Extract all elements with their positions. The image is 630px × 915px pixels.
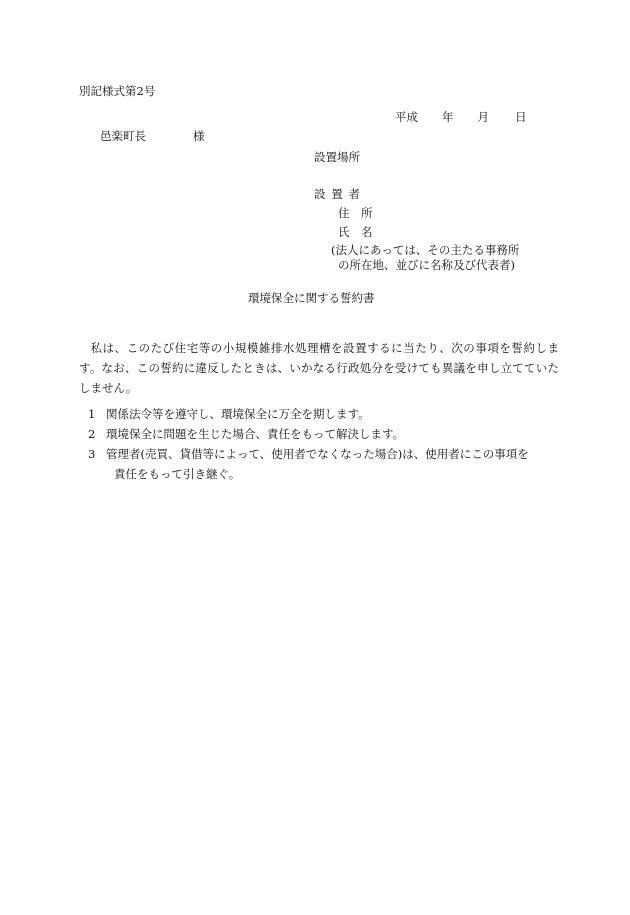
list-item <box>88 404 558 424</box>
addressee-honorific: 様 <box>193 129 205 143</box>
date-day-label: 日 <box>515 110 527 124</box>
form-number: 別記様式第2号 <box>79 84 156 98</box>
document-title: 環境保全に関する誓約書 <box>248 291 375 305</box>
item-text-line-1: 管理者(売買、貸借等によって、使用者でなくなった場合)は、使用者にこの事項を <box>106 447 529 461</box>
pledge-items-list <box>88 404 558 484</box>
item-number: 1 <box>88 407 96 421</box>
item-text-line-2: 責任をもって引き継ぐ。 <box>114 467 241 481</box>
item-number: 3 <box>88 447 96 461</box>
list-item <box>88 424 558 444</box>
corporation-note-line-2: の所在地、並びに名称及び代表者) <box>338 258 515 272</box>
item-text: 環境保全に問題を生じた場合、責任をもって解決します。 <box>106 427 405 441</box>
installer-name-label: 氏名 <box>338 225 384 239</box>
install-place-label: 設置場所 <box>314 150 360 164</box>
pledge-body-paragraph: 私は、このたび住宅等の小規模雑排水処理槽を設置するに当たり、次の事項を誓約します。なお、この誓約に違反したときは、いかなる行政処分を受けても異議を申し立てていたしません。 <box>79 340 559 395</box>
installer-label: 設置者 <box>314 187 366 201</box>
item-text: 関係法令等を遵守し、環境保全に万全を期します。 <box>106 407 370 421</box>
date-year-label: 年 <box>442 110 454 124</box>
item-text <box>106 444 529 484</box>
date-month-label: 月 <box>477 110 489 124</box>
list-item <box>88 444 558 484</box>
date-line <box>395 112 527 124</box>
corporation-note-line-1: (法人にあっては、その主たる事務所 <box>331 243 520 257</box>
date-era: 平成 <box>395 110 418 124</box>
item-number: 2 <box>88 427 96 441</box>
installer-address-label: 住所 <box>338 206 384 220</box>
addressee <box>100 131 205 143</box>
addressee-title: 邑楽町長 <box>100 129 146 143</box>
